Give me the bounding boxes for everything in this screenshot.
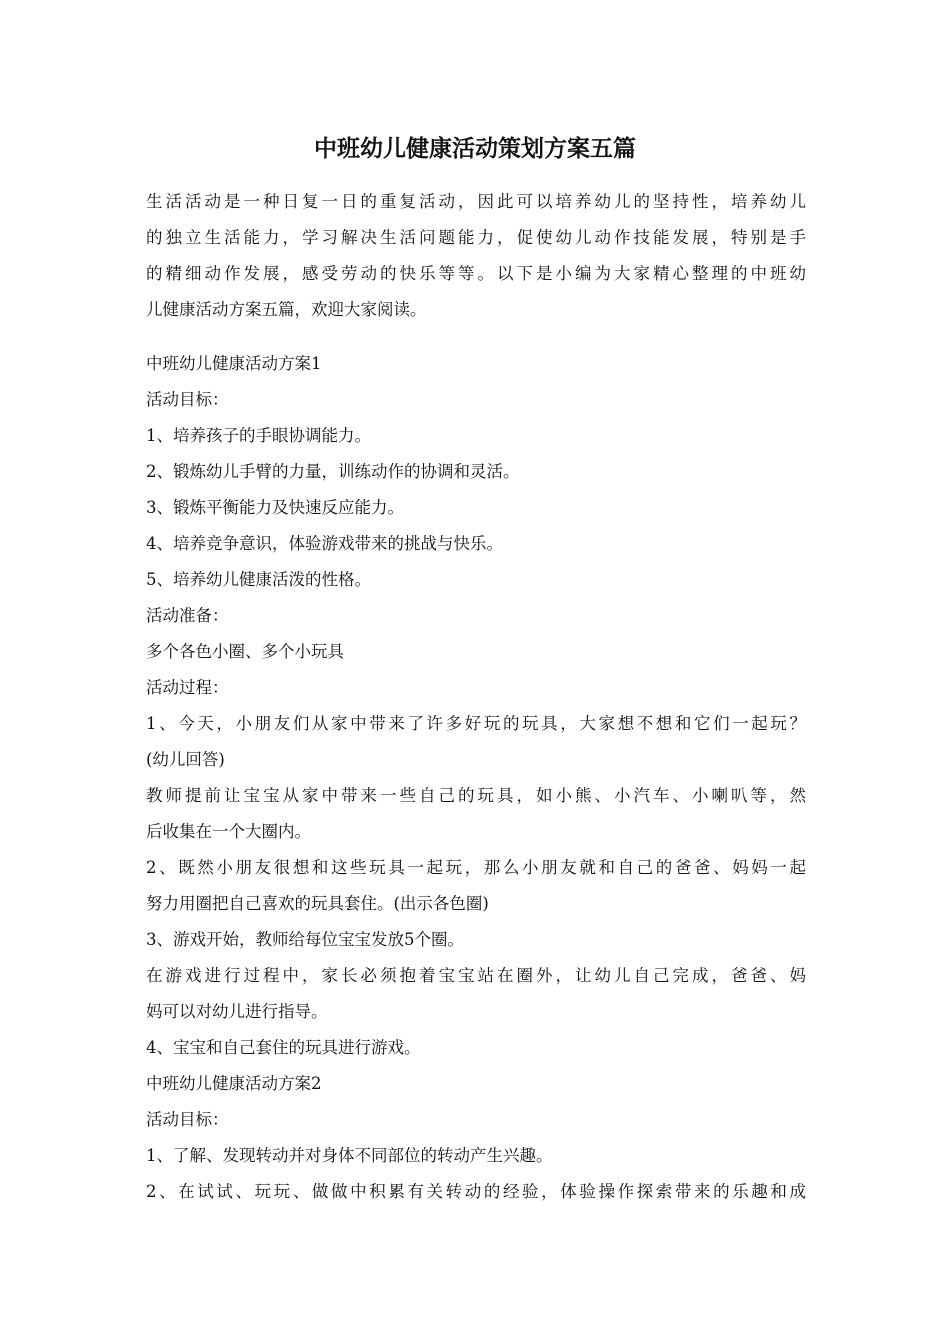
paragraph-line: 努力用圈把自己喜欢的玩具套住。(出示各色圈): [146, 894, 489, 913]
section-heading: 中班幼儿健康活动方案1: [146, 354, 322, 373]
paragraph-line: 在游戏进行过程中，家长必须抱着宝宝站在圈外，让幼儿自己完成，爸爸、妈: [146, 966, 806, 985]
paragraph-line: 后收集在一个大圈内。: [146, 822, 311, 841]
list-item: 1、了解、发现转动并对身体不同部位的转动产生兴趣。: [146, 1146, 553, 1165]
subheading: 活动过程：: [146, 678, 229, 697]
list-item: 2、既然小朋友很想和这些玩具一起玩，那么小朋友就和自己的爸爸、妈妈一起: [146, 858, 806, 877]
intro-line: 儿健康活动方案五篇，欢迎大家阅读。: [146, 300, 427, 319]
section-heading: 中班幼儿健康活动方案2: [146, 1074, 322, 1093]
list-item: 3、锻炼平衡能力及快速反应能力。: [146, 498, 404, 517]
subheading: 活动目标：: [146, 1110, 229, 1129]
paragraph-line: 多个各色小圈、多个小玩具: [146, 642, 344, 661]
paragraph-gap: [146, 328, 806, 346]
document-title: 中班幼儿健康活动策划方案五篇: [314, 135, 636, 162]
paragraph-line: 教师提前让宝宝从家中带来一些自己的玩具，如小熊、小汽车、小喇叭等，然: [146, 786, 806, 805]
paragraph-line: 妈可以对幼儿进行指导。: [146, 1002, 328, 1021]
list-item: 1、培养孩子的手眼协调能力。: [146, 426, 371, 445]
intro-line: 的独立生活能力，学习解决生活问题能力，促使幼儿动作技能发展，特别是手: [146, 228, 806, 247]
list-item: 1、今天，小朋友们从家中带来了许多好玩的玩具，大家想不想和它们一起玩？: [146, 714, 806, 733]
list-item: 2、在试试、玩玩、做做中积累有关转动的经验，体验操作探索带来的乐趣和成: [146, 1182, 806, 1201]
paragraph-line: (幼儿回答): [146, 750, 225, 769]
intro-line: 生活活动是一种日复一日的重复活动，因此可以培养幼儿的坚持性，培养幼儿: [146, 192, 806, 211]
list-item: 2、锻炼幼儿手臂的力量，训练动作的协调和灵活。: [146, 462, 520, 481]
subheading: 活动目标：: [146, 390, 229, 409]
list-item: 4、宝宝和自己套住的玩具进行游戏。: [146, 1038, 421, 1057]
document-body: [146, 184, 806, 1210]
list-item: 3、游戏开始，教师给每位宝宝发放5个圈。: [146, 930, 464, 949]
list-item: 4、培养竞争意识，体验游戏带来的挑战与快乐。: [146, 534, 503, 553]
intro-line: 的精细动作发展，感受劳动的快乐等等。以下是小编为大家精心整理的中班幼: [146, 264, 806, 283]
list-item: 5、培养幼儿健康活泼的性格。: [146, 570, 371, 589]
subheading: 活动准备：: [146, 606, 229, 625]
